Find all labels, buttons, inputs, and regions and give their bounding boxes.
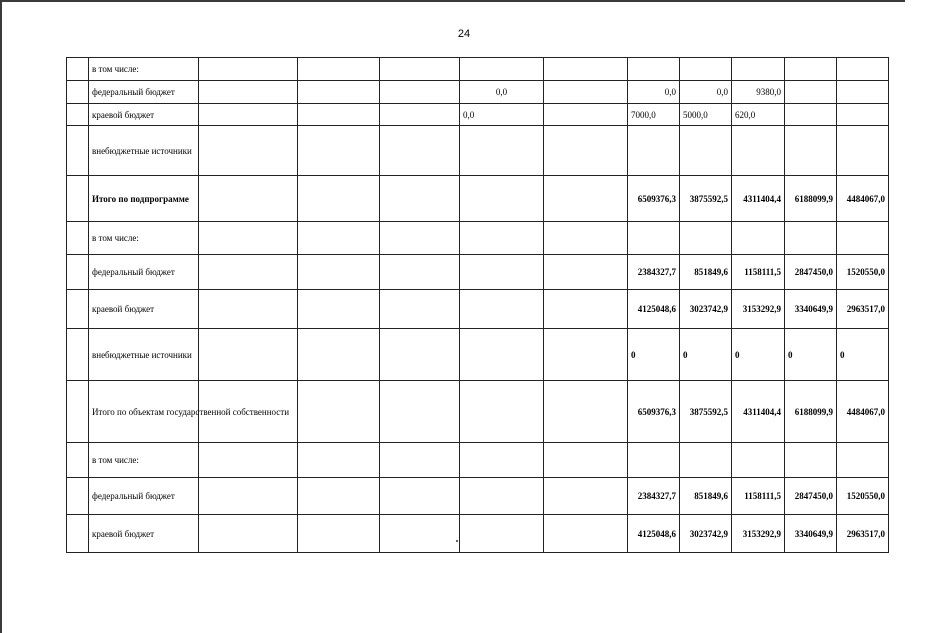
row-index-cell — [67, 104, 89, 126]
page-edge-top — [0, 0, 905, 2]
row-index-cell — [67, 176, 89, 222]
table-cell: 0 — [680, 329, 732, 381]
table-cell — [785, 104, 837, 126]
table-cell — [380, 381, 460, 443]
table-cell — [199, 222, 298, 255]
table-cell: 1158111,5 — [732, 478, 785, 515]
table-cell — [199, 478, 298, 515]
table-cell: 0 — [785, 329, 837, 381]
table-cell: 4311404,4 — [732, 176, 785, 222]
table-cell — [380, 222, 460, 255]
table-cell — [837, 443, 889, 478]
table-row — [67, 81, 889, 104]
table-cell — [544, 443, 628, 478]
table-cell — [680, 58, 732, 81]
table-cell: 6509376,3 — [628, 381, 680, 443]
row-label: Итого по объектам государственной собственности — [89, 381, 199, 443]
table-cell: 4484067,0 — [837, 381, 889, 443]
table-cell — [199, 104, 298, 126]
table-cell — [544, 478, 628, 515]
table-cell: 851849,6 — [680, 255, 732, 290]
table-cell — [680, 126, 732, 176]
table-cell: 3875592,5 — [680, 176, 732, 222]
row-index-cell — [67, 222, 89, 255]
table-cell — [199, 176, 298, 222]
row-index-cell — [67, 515, 89, 553]
table-row — [67, 381, 889, 443]
table-cell — [298, 176, 380, 222]
table-cell: 0,0 — [680, 81, 732, 104]
table-cell — [199, 290, 298, 329]
table-cell — [460, 381, 544, 443]
table-cell — [544, 290, 628, 329]
table-cell — [544, 222, 628, 255]
table-cell — [544, 255, 628, 290]
budget-table — [66, 57, 889, 553]
table-cell — [380, 104, 460, 126]
table-cell — [380, 443, 460, 478]
table-cell — [199, 81, 298, 104]
row-label: внебюджетные источники — [89, 126, 199, 176]
table-cell — [199, 515, 298, 553]
table-cell — [199, 329, 298, 381]
row-label: краевой бюджет — [89, 104, 199, 126]
table-cell — [785, 81, 837, 104]
table-cell: 0,0 — [628, 81, 680, 104]
table-cell — [298, 290, 380, 329]
table-cell — [298, 222, 380, 255]
table-cell: 6188099,9 — [785, 176, 837, 222]
table-cell: 3153292,9 — [732, 515, 785, 553]
table-cell: 2963517,0 — [837, 290, 889, 329]
scan-speck — [456, 540, 458, 542]
table-cell: 3023742,9 — [680, 515, 732, 553]
row-index-cell — [67, 478, 89, 515]
row-index-cell — [67, 329, 89, 381]
table-row — [67, 443, 889, 478]
table-cell: 2963517,0 — [837, 515, 889, 553]
row-label: федеральный бюджет — [89, 81, 199, 104]
table-cell: 620,0 — [732, 104, 785, 126]
table-cell — [732, 58, 785, 81]
table-cell — [544, 81, 628, 104]
table-cell: 7000,0 — [628, 104, 680, 126]
table-cell — [380, 515, 460, 553]
table-cell: 9380,0 — [732, 81, 785, 104]
table-cell — [380, 255, 460, 290]
row-index-cell — [67, 126, 89, 176]
table-cell — [785, 58, 837, 81]
table-cell: 5000,0 — [680, 104, 732, 126]
table-cell: 1520550,0 — [837, 255, 889, 290]
table-cell — [837, 104, 889, 126]
table-cell: 4125048,6 — [628, 515, 680, 553]
table-cell — [837, 126, 889, 176]
page-edge-left — [0, 0, 2, 633]
table-cell — [380, 290, 460, 329]
table-cell — [298, 126, 380, 176]
table-cell — [732, 126, 785, 176]
table-cell — [199, 126, 298, 176]
table-cell — [837, 81, 889, 104]
table-cell — [460, 126, 544, 176]
table-row — [67, 176, 889, 222]
table-cell — [380, 81, 460, 104]
row-label: в том числе: — [89, 443, 199, 478]
table-cell — [544, 104, 628, 126]
table-row — [67, 290, 889, 329]
table-row — [67, 126, 889, 176]
table-cell — [628, 58, 680, 81]
table-cell: 0,0 — [460, 81, 544, 104]
table-cell: 6509376,3 — [628, 176, 680, 222]
table-cell — [460, 255, 544, 290]
table-cell — [460, 515, 544, 553]
table-cell — [298, 329, 380, 381]
table-cell — [544, 381, 628, 443]
table-cell: 0 — [837, 329, 889, 381]
table-cell — [544, 58, 628, 81]
table-cell: 3340649,9 — [785, 515, 837, 553]
table-cell — [298, 443, 380, 478]
table-cell — [298, 381, 380, 443]
table-cell: 1158111,5 — [732, 255, 785, 290]
table-cell: 3023742,9 — [680, 290, 732, 329]
table-cell: 4311404,4 — [732, 381, 785, 443]
table-cell — [544, 126, 628, 176]
table-cell — [298, 515, 380, 553]
table-cell: 3875592,5 — [680, 381, 732, 443]
table-cell — [628, 222, 680, 255]
table-cell — [460, 222, 544, 255]
table-cell: 0,0 — [460, 104, 544, 126]
table-cell — [460, 58, 544, 81]
row-label: федеральный бюджет — [89, 255, 199, 290]
table-cell: 2847450,0 — [785, 478, 837, 515]
table-cell — [837, 58, 889, 81]
table-cell: 0 — [628, 329, 680, 381]
table-cell — [680, 443, 732, 478]
table-cell: 0 — [732, 329, 785, 381]
table-cell — [732, 443, 785, 478]
table-cell — [785, 222, 837, 255]
table-cell — [298, 255, 380, 290]
table-cell: 2847450,0 — [785, 255, 837, 290]
table-cell — [544, 329, 628, 381]
table-cell — [460, 290, 544, 329]
table-cell — [680, 222, 732, 255]
table-cell — [732, 222, 785, 255]
row-label: Итого по подпрограмме — [89, 176, 199, 222]
table-cell — [460, 478, 544, 515]
row-label: в том числе: — [89, 58, 199, 81]
table-cell — [380, 176, 460, 222]
table-cell — [460, 176, 544, 222]
table-cell: 6188099,9 — [785, 381, 837, 443]
table-row — [67, 515, 889, 553]
table-cell: 4125048,6 — [628, 290, 680, 329]
table-cell: 2384327,7 — [628, 478, 680, 515]
row-index-cell — [67, 443, 89, 478]
table-cell — [544, 515, 628, 553]
row-label: краевой бюджет — [89, 290, 199, 329]
table-row — [67, 104, 889, 126]
row-index-cell — [67, 255, 89, 290]
table-cell — [380, 478, 460, 515]
table-row — [67, 222, 889, 255]
table-cell — [837, 222, 889, 255]
table-cell: 1520550,0 — [837, 478, 889, 515]
table-cell — [785, 443, 837, 478]
table-row — [67, 329, 889, 381]
row-label: в том числе: — [89, 222, 199, 255]
table-cell — [199, 255, 298, 290]
table-cell — [544, 176, 628, 222]
row-index-cell — [67, 381, 89, 443]
table-cell: 3340649,9 — [785, 290, 837, 329]
row-index-cell — [67, 290, 89, 329]
table-cell: 3153292,9 — [732, 290, 785, 329]
table-cell — [199, 443, 298, 478]
table-cell — [628, 126, 680, 176]
table-cell — [380, 58, 460, 81]
table-cell: 4484067,0 — [837, 176, 889, 222]
table-cell — [460, 329, 544, 381]
row-label: внебюджетные источники — [89, 329, 199, 381]
table-cell — [380, 329, 460, 381]
row-index-cell — [67, 58, 89, 81]
table-cell — [628, 443, 680, 478]
table-cell — [785, 126, 837, 176]
table-cell — [380, 126, 460, 176]
table-cell — [199, 58, 298, 81]
table-row — [67, 58, 889, 81]
table-row — [67, 478, 889, 515]
table-cell — [298, 478, 380, 515]
table-cell — [298, 81, 380, 104]
table-row — [67, 255, 889, 290]
row-label: краевой бюджет — [89, 515, 199, 553]
row-index-cell — [67, 81, 89, 104]
row-label: федеральный бюджет — [89, 478, 199, 515]
table-cell — [460, 443, 544, 478]
table-cell — [298, 58, 380, 81]
table-cell: 2384327,7 — [628, 255, 680, 290]
page-number: 24 — [457, 28, 471, 40]
table-cell: 851849,6 — [680, 478, 732, 515]
table-cell — [298, 104, 380, 126]
